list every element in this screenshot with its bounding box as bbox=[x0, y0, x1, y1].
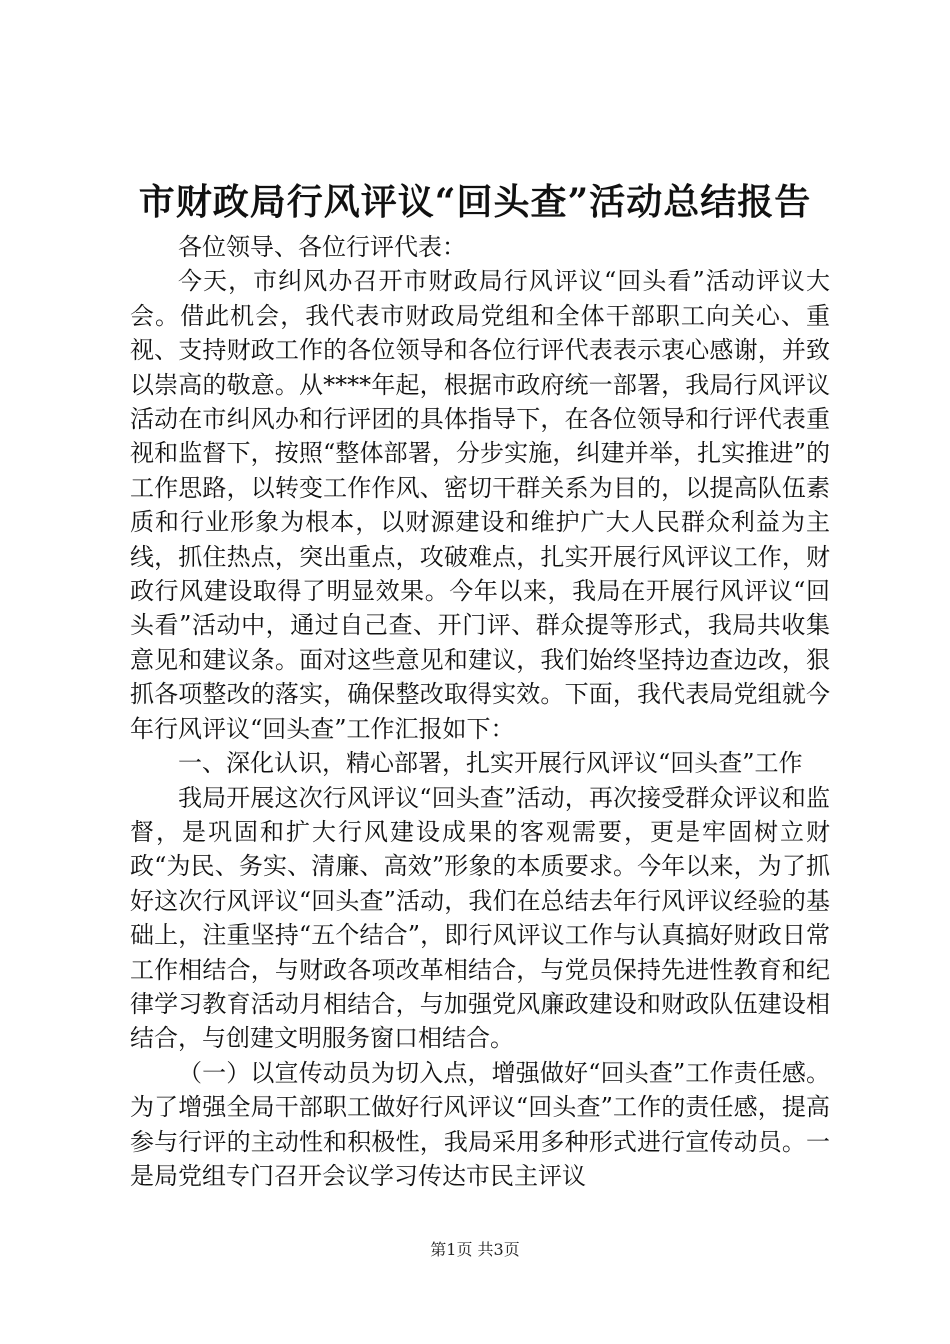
section-heading-1: 一、深化认识，精心部署，扎实开展行风评议“回头查”工作 bbox=[178, 749, 803, 778]
document-body bbox=[130, 230, 830, 1193]
page-number-footer: 第1页 共3页 bbox=[430, 1240, 520, 1259]
section-1-paragraph: 我局开展这次行风评议“回头查”活动，再次接受群众评议和监督，是巩固和扩大行风建设成果的客观需要，更是牢固树立财政“为民、务实、清廉、高效”形象的本质要求。今年以来，为了抓好这次行风评议“回头查”活动，我们在总结去年行风评议经验的基础上，注重坚持“五个结合”，即行风评议工作与认真搞好财政日常工作相结合，与财政各项改革相结合，与党员保持先进性教育和纪律学习教育活动月相结合，与加强党风廉政建设和财政队伍建设相结合，与创建文明服务窗口相结合。 bbox=[130, 783, 830, 1053]
subsection-1-paragraph: （一）以宣传动员为切入点，增强做好“回头查”工作责任感。为了增强全局干部职工做好行风评议“回头查”工作的责任感，提高参与行评的主动性和积极性，我局采用多种形式进行宣传动员。一是局党组专门召开会议学习传达市民主评议 bbox=[130, 1058, 830, 1190]
salutation-paragraph: 各位领导、各位行评代表： bbox=[178, 233, 466, 261]
intro-paragraph: 今天，市纠风办召开市财政局行风评议“回头看”活动评议大会。借此机会，我代表市财政局党组和全体干部职工向关心、重视、支持财政工作的各位领导和各位行评代表表示衷心感谢，并致以崇高的敬意。从****年起，根据市政府统一部署，我局行风评议活动在市纠风办和行评团的具体指导下，在各位领导和行评代表重视和监督下，按照“整体部署，分步实施，纠建并举，扎实推进”的工作思路，以转变工作作风、密切干群关系为目的，以提高队伍素质和行业形象为根本，以财源建设和维护广大人民群众利益为主线，抓住热点，突出重点，攻破难点，扎实开展行风评议工作，财政行风建设取得了明显效果。今年以来，我局在开展行风评议“回头看”活动中，通过自己查、开门评、群众提等形式，我局共收集意见和建议条。面对这些意见和建议，我们始终坚持边查边改，狠抓各项整改的落实，确保整改取得实效。下面，我代表局党组就今年行风评议“回头查”工作汇报如下： bbox=[130, 267, 830, 743]
document-title: 市财政局行风评议“回头查”活动总结报告 bbox=[138, 181, 812, 223]
